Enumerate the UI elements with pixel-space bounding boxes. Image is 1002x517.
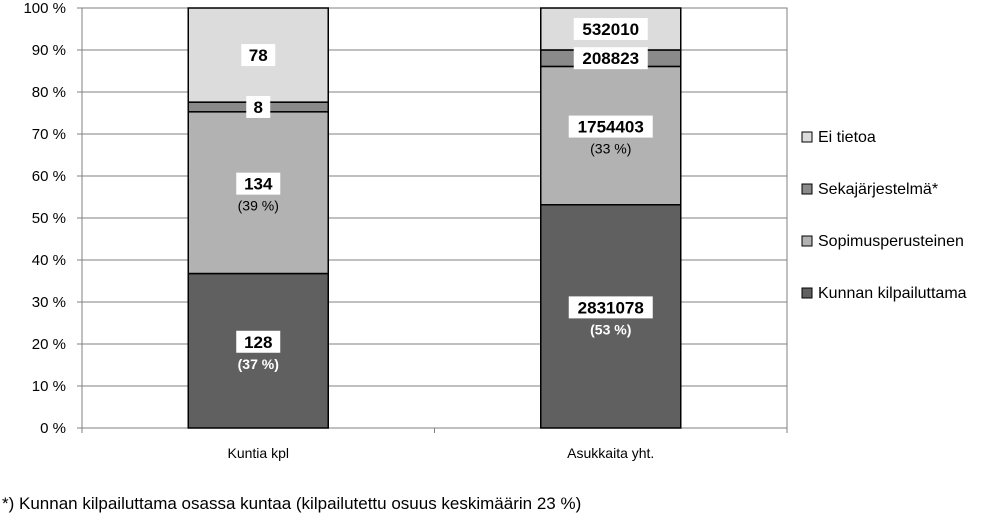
y-tick-label: 20 %: [31, 336, 66, 353]
category-label: Asukkaita yht.: [567, 445, 655, 461]
legend-swatch: [802, 236, 812, 246]
data-label: 134: [244, 174, 273, 194]
data-label: 532010: [582, 19, 640, 39]
category-label: Kuntia kpl: [227, 445, 289, 461]
legend-swatch: [802, 288, 812, 298]
y-tick-label: 0 %: [40, 420, 66, 437]
y-tick-label: 10 %: [31, 378, 66, 395]
footnote: *) Kunnan kilpailuttama osassa kuntaa (kilpailutettu osuus keskimäärin 23 %): [2, 494, 582, 513]
data-label: 1754403: [577, 117, 644, 137]
y-tick-label: 80 %: [31, 84, 66, 101]
y-tick-label: 40 %: [31, 252, 66, 269]
legend-label: Ei tietoa: [818, 129, 876, 146]
y-tick-label: 90 %: [31, 42, 66, 59]
data-label: 78: [248, 46, 268, 66]
y-tick-label: 70 %: [31, 126, 66, 143]
percent-label: (33 %): [590, 140, 632, 157]
y-tick-label: 50 %: [31, 210, 66, 227]
legend-label: Sekajärjestelmä*: [818, 181, 939, 198]
legend-swatch: [802, 184, 812, 194]
percent-label: (39 %): [237, 197, 279, 214]
data-label: 128: [244, 332, 273, 352]
y-tick-label: 30 %: [31, 294, 66, 311]
y-tick-label: 60 %: [31, 168, 66, 185]
legend-label: Sopimusperusteinen: [818, 233, 964, 250]
percent-label: (53 %): [590, 321, 632, 338]
data-label: 208823: [582, 49, 640, 69]
y-tick-label: 100 %: [23, 0, 66, 17]
percent-label: (37 %): [237, 355, 279, 372]
data-label: 8: [253, 97, 263, 117]
data-label: 2831078: [577, 298, 644, 318]
legend-swatch: [802, 132, 812, 142]
legend-label: Kunnan kilpailuttama: [818, 285, 967, 302]
